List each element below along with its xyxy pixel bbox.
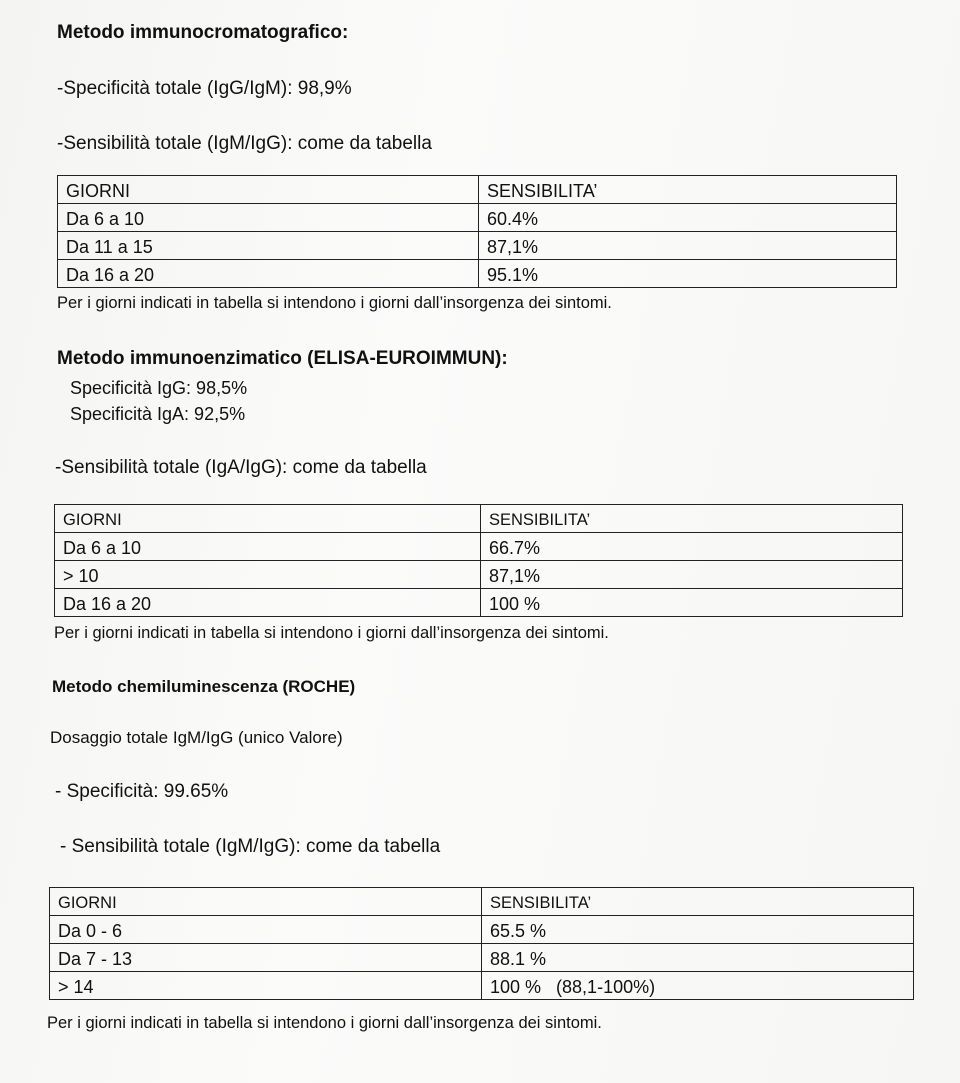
cell-giorni: > 10 bbox=[55, 561, 481, 589]
table-row bbox=[58, 260, 897, 288]
cell-sensibilita: 100 % bbox=[481, 589, 903, 617]
cell-giorni: Da 6 a 10 bbox=[55, 533, 481, 561]
section-title-immunoenzimatico: Metodo immunoenzimatico (ELISA-EUROIMMUN): bbox=[57, 348, 508, 369]
header-sensibilita: SENSIBILITA’ bbox=[482, 888, 914, 916]
cell-giorni: > 14 bbox=[50, 972, 482, 1000]
table-footnote: Per i giorni indicati in tabella si intendono i giorni dall’insorgenza dei sintomi. bbox=[54, 624, 609, 642]
header-giorni: GIORNI bbox=[55, 505, 481, 533]
specificity-igg-text: Specificità IgG: 98,5% bbox=[70, 378, 248, 398]
table-row bbox=[58, 232, 897, 260]
table-row bbox=[55, 561, 903, 589]
cell-sensibilita: 60.4% bbox=[479, 204, 897, 232]
table-row bbox=[50, 944, 914, 972]
specificity-text: -Specificità totale (IgG/IgM): 98,9% bbox=[57, 78, 352, 99]
sensitivity-table-3 bbox=[49, 887, 914, 1000]
cell-giorni: Da 11 a 15 bbox=[58, 232, 479, 260]
specificity-iga-text: Specificità IgA: 92,5% bbox=[70, 404, 246, 424]
cell-sensibilita: 65.5 % bbox=[482, 916, 914, 944]
cell-sensibilita: 88.1 % bbox=[482, 944, 914, 972]
sensitivity-text: -Sensibilità totale (IgM/IgG): come da tabella bbox=[57, 133, 432, 154]
header-giorni: GIORNI bbox=[58, 176, 479, 204]
header-giorni: GIORNI bbox=[50, 888, 482, 916]
cell-sensibilita: 87,1% bbox=[481, 561, 903, 589]
table-header-row bbox=[55, 505, 903, 533]
sensitivity-table-2 bbox=[54, 504, 903, 617]
cell-sensibilita: 87,1% bbox=[479, 232, 897, 260]
cell-sensibilita: 95.1% bbox=[479, 260, 897, 288]
cell-giorni: Da 7 - 13 bbox=[50, 944, 482, 972]
cell-giorni: Da 0 - 6 bbox=[50, 916, 482, 944]
cell-sensibilita: 100 % (88,1-100%) bbox=[482, 972, 914, 1000]
table-row bbox=[55, 589, 903, 617]
table-row bbox=[50, 972, 914, 1000]
cell-giorni: Da 6 a 10 bbox=[58, 204, 479, 232]
table-row bbox=[58, 204, 897, 232]
section-title-immunocromatografico: Metodo immunocromatografico: bbox=[57, 22, 349, 43]
header-sensibilita: SENSIBILITA’ bbox=[481, 505, 903, 533]
sensitivity-text: - Sensibilità totale (IgM/IgG): come da tabella bbox=[60, 836, 441, 857]
cell-giorni: Da 16 a 20 bbox=[55, 589, 481, 617]
table-header-row bbox=[50, 888, 914, 916]
header-sensibilita: SENSIBILITA’ bbox=[479, 176, 897, 204]
cell-giorni: Da 16 a 20 bbox=[58, 260, 479, 288]
sensitivity-table-1 bbox=[57, 175, 897, 288]
cell-sensibilita: 66.7% bbox=[481, 533, 903, 561]
table-footnote: Per i giorni indicati in tabella si intendono i giorni dall’insorgenza dei sintomi. bbox=[57, 294, 612, 312]
dosage-text: Dosaggio totale IgM/IgG (unico Valore) bbox=[50, 728, 343, 747]
section-title-chemiluminescenza: Metodo chemiluminescenza (ROCHE) bbox=[52, 677, 356, 696]
table-header-row bbox=[58, 176, 897, 204]
table-row bbox=[50, 916, 914, 944]
sensitivity-text: -Sensibilità totale (IgA/IgG): come da tabella bbox=[55, 457, 427, 478]
specificity-text: - Specificità: 99.65% bbox=[55, 781, 229, 802]
table-row bbox=[55, 533, 903, 561]
table-footnote: Per i giorni indicati in tabella si intendono i giorni dall’insorgenza dei sintomi. bbox=[47, 1014, 602, 1032]
